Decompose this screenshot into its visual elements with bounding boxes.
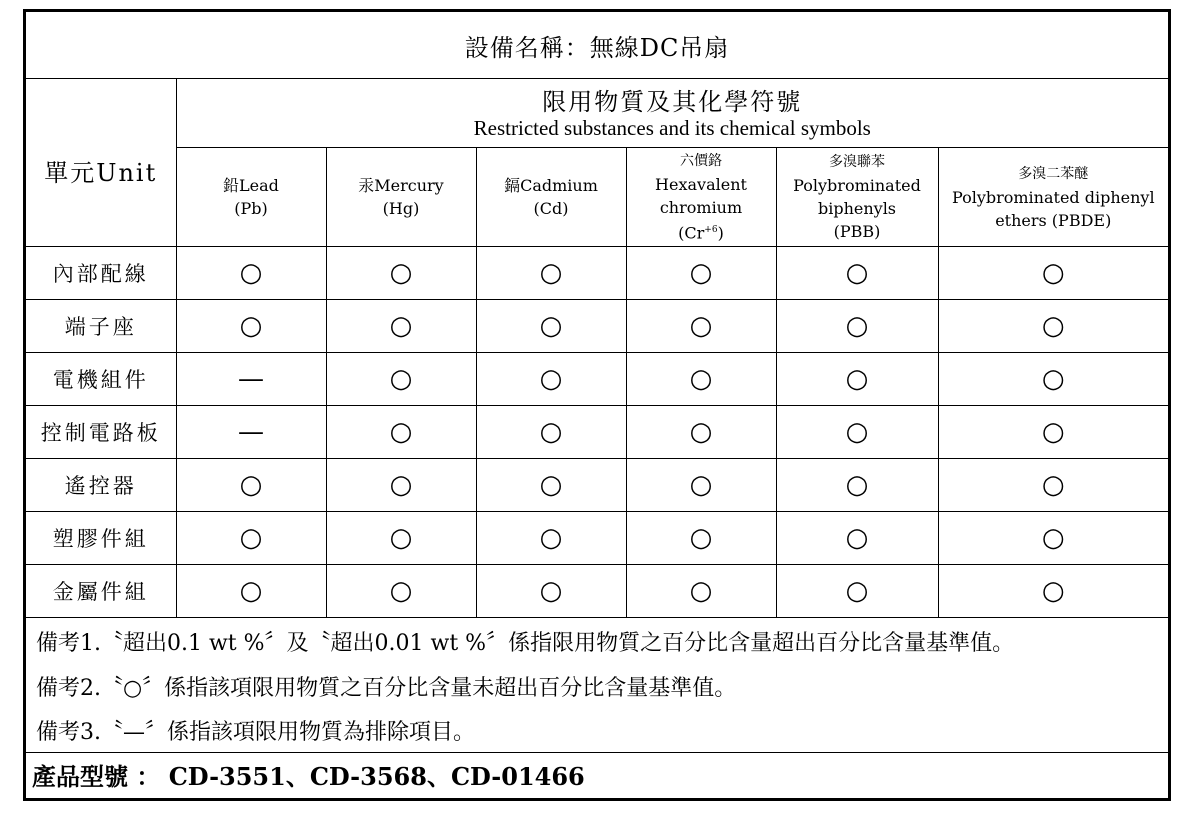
substance-header-2 [476,148,626,247]
substance-line [477,174,626,197]
product-model: 產品型號 ： CD-3551、CD-3568、CD-01466 [26,753,1168,796]
compliance-mark: ○ [776,459,938,512]
compliance-mark: ○ [326,459,476,512]
substance-text: Polybrominated [793,176,921,195]
equipment-title: 設備名稱：無線DC吊扇 [26,12,1168,79]
substance-line [627,150,776,173]
substance-header-1 [326,148,476,247]
compliance-mark: ○ [176,512,326,565]
substance-header-0 [176,148,326,247]
compliance-mark: ○ [938,565,1168,618]
compliance-mark: ○ [326,565,476,618]
compliance-mark: ○ [476,353,626,406]
compliance-mark: ○ [938,406,1168,459]
restricted-header-en: Restricted substances and its chemical symbols [473,116,871,140]
compliance-mark: ○ [326,300,476,353]
compliance-mark: ○ [938,459,1168,512]
compliance-mark: ○ [626,406,776,459]
row-label: 遙控器 [26,459,176,512]
compliance-mark: — [176,353,326,406]
compliance-mark: ○ [938,247,1168,300]
compliance-mark: ○ [326,512,476,565]
substance-header-3 [626,148,776,247]
substance-text: 多溴聯苯 [829,154,885,170]
rohs-declaration-sheet [23,9,1171,801]
compliance-mark: ○ [476,565,626,618]
substance-line [777,220,938,243]
compliance-mark: ○ [776,353,938,406]
compliance-mark: ○ [776,565,938,618]
compliance-mark: ○ [476,406,626,459]
table-row [26,247,1168,300]
substance-line [627,219,776,244]
compliance-mark: ○ [626,300,776,353]
table-row [26,565,1168,618]
compliance-mark: ○ [626,565,776,618]
substance-text: (Cd) [533,199,569,218]
row-label: 電機組件 [26,353,176,406]
row-label: 金屬件組 [26,565,176,618]
restricted-substances-table [26,12,1168,795]
substance-text: chromium [659,197,743,217]
substance-text: ethers (PBDE) [995,210,1112,230]
substance-text: biphenyls [817,199,897,218]
row-label: 端子座 [26,300,176,353]
compliance-mark: ○ [176,300,326,353]
compliance-mark: ○ [776,247,938,300]
substance-text: Polybrominated diphenyl [951,187,1155,207]
substance-text: 六價鉻 [680,152,722,169]
substance-header-5 [938,148,1168,247]
compliance-mark: ○ [938,353,1168,406]
table-row [26,406,1168,459]
unit-header: 單元Unit [26,79,176,247]
substance-header-4 [776,148,938,247]
substance-line [177,197,326,220]
restricted-header-zh: 限用物質及其化學符號 [542,88,803,116]
compliance-mark: ○ [776,406,938,459]
substance-line [327,174,476,197]
substance-text: ) [717,223,724,243]
substance-line [327,197,476,220]
substance-text: 汞Mercury [358,176,444,195]
compliance-mark: ○ [776,512,938,565]
compliance-mark: ○ [776,300,938,353]
compliance-mark: ○ [938,512,1168,565]
restricted-substances-header [176,79,1168,148]
compliance-mark: ○ [476,247,626,300]
row-label: 內部配線 [26,247,176,300]
substance-text: (PBB) [833,222,881,241]
table-row [26,459,1168,512]
substance-line [939,163,1169,186]
substance-text: (Hg) [382,199,420,218]
substance-text: 鎘Cadmium [504,176,598,195]
substance-line [177,174,326,197]
substance-text: 鉛Lead [223,176,279,195]
substance-text: 多溴二苯醚 [1018,165,1089,182]
compliance-mark: ○ [938,300,1168,353]
compliance-mark: ○ [326,247,476,300]
table-row [26,512,1168,565]
note-1: 備考1.〝超出0.1 wt %〞及〝超出0.01 wt %〞係指限用物質之百分比含量超出百分比含量基準值。 [26,618,1168,665]
oxidation-state: +6 [704,224,718,235]
compliance-mark: ○ [626,247,776,300]
substance-line [939,209,1169,232]
compliance-mark: ○ [476,459,626,512]
substance-text: (Pb) [234,199,268,218]
substance-text: Hexavalent [655,174,747,194]
compliance-mark: ○ [476,300,626,353]
compliance-mark: — [176,406,326,459]
substance-line [777,151,938,174]
compliance-mark: ○ [476,512,626,565]
substance-text: (Cr [678,223,705,243]
note-3: 備考3.〝—〞係指該項限用物質為排除項目。 [36,719,475,745]
compliance-mark: ○ [176,565,326,618]
row-label: 控制電路板 [26,406,176,459]
substance-line [939,186,1169,209]
substance-line [627,196,776,219]
compliance-mark: ○ [626,353,776,406]
compliance-mark: ○ [626,459,776,512]
substance-line [477,197,626,220]
compliance-mark: ○ [326,353,476,406]
table-row [26,300,1168,353]
substance-line [777,197,938,220]
compliance-mark: ○ [626,512,776,565]
substance-line [627,173,776,196]
row-label: 塑膠件組 [26,512,176,565]
compliance-mark: ○ [176,247,326,300]
compliance-mark: ○ [176,459,326,512]
substance-line [777,174,938,197]
table-row [26,353,1168,406]
compliance-mark: ○ [326,406,476,459]
note-2: 備考2.〝○〞係指該項限用物質之百分比含量未超出百分比含量基準值。 [36,675,737,701]
